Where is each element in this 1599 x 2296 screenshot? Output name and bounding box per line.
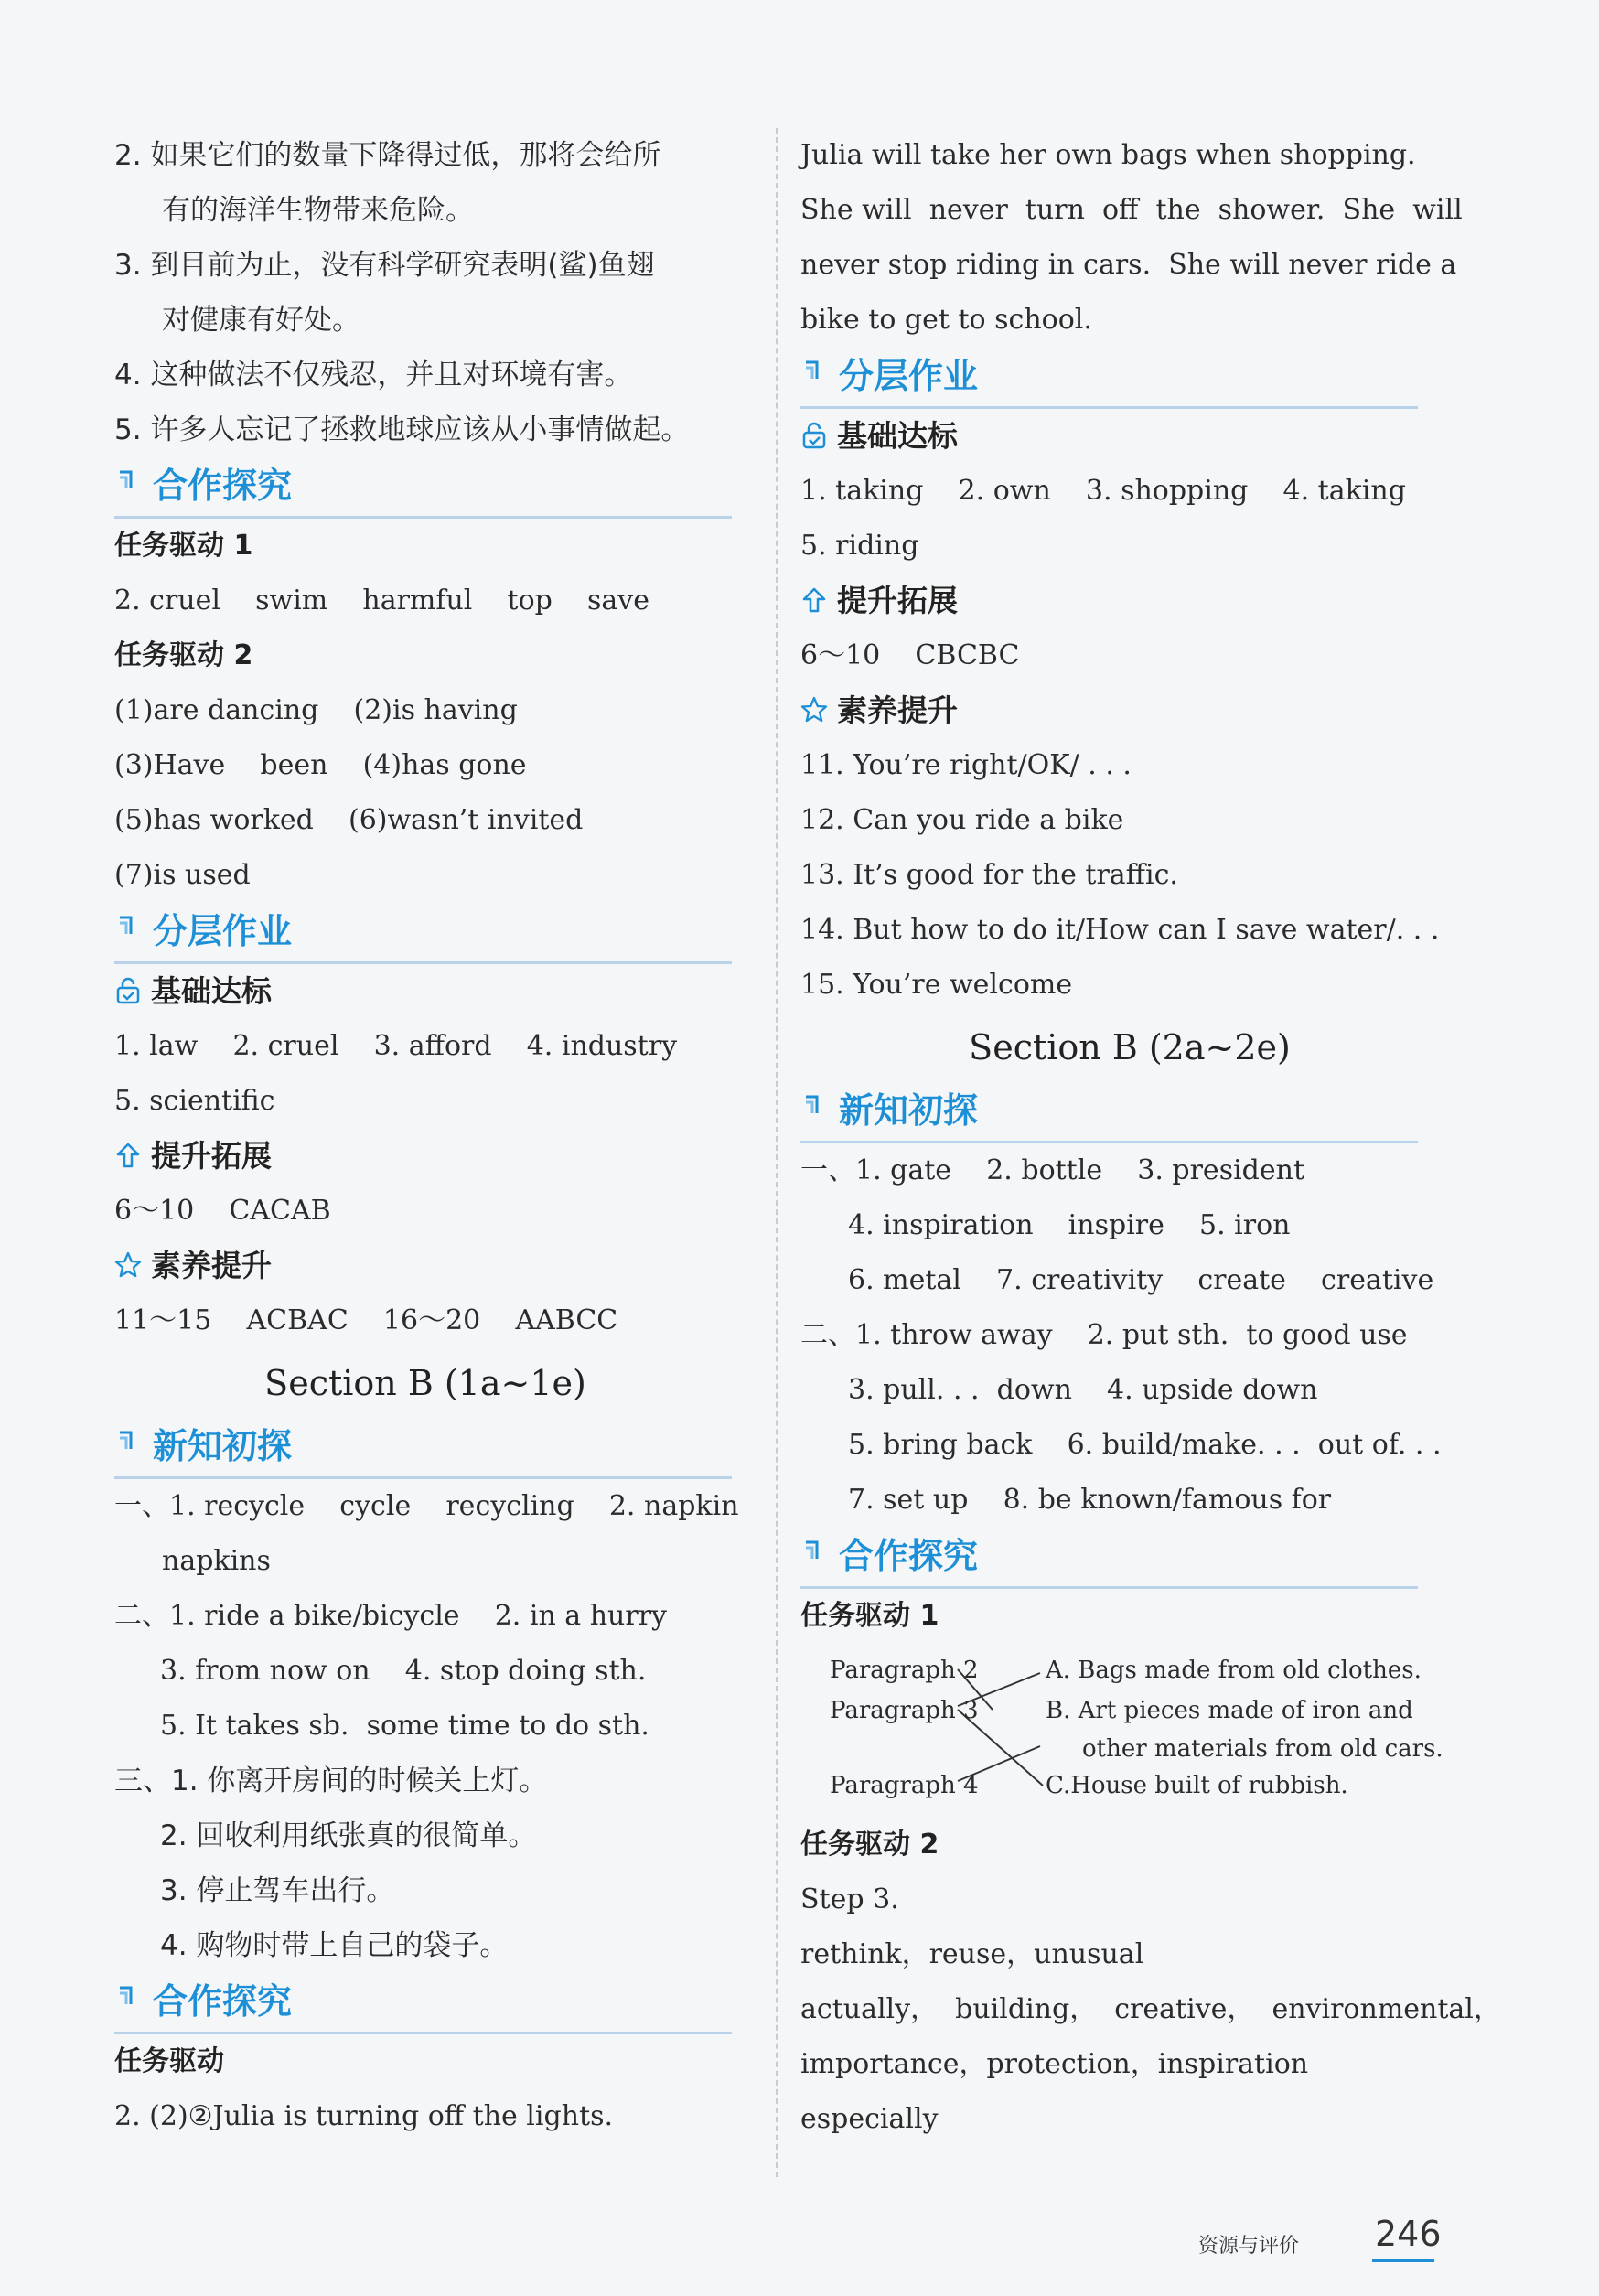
subheading-basic [800,409,1459,464]
corner-marker-icon [118,470,134,490]
star-icon [800,696,828,724]
answer-line: Step 3. [800,1883,899,1915]
answer-line: 11～15 ACBAC 16～20 AABCC [114,1304,618,1336]
up-arrow-icon [114,1142,142,1169]
right-column [800,128,1501,2147]
answer-line: 14. But how to do it/How can I save water/. . . [800,914,1440,946]
corner-marker-icon [118,916,134,936]
answer-line: 12. Can you ride a bike [800,804,1124,836]
section-heading-new [800,1082,1418,1143]
section-title: 新知初探 [839,1090,979,1131]
lock-check-icon [114,977,142,1004]
page-number: 246 [1375,2214,1442,2254]
task-heading: 任务驱动 1 [800,1600,939,1632]
subheading-improve [800,574,1459,628]
section-title: 新知初探 [153,1426,293,1466]
answer-line: 4. 购物时带上自己的袋子。 [160,1929,509,1962]
answer-line: importance，protection，inspiration [800,2048,1309,2080]
subheading-quality [800,683,1459,738]
answer-line: 二、1. ride a bike/bicycle 2. in a hurry [114,1600,667,1632]
answer-line: bike to get to school. [800,304,1092,336]
ch-sentence-2a: 2. 如果它们的数量下降得过低，那将会给所 [114,139,661,172]
answer-line: 15. You’re welcome [800,969,1073,1001]
subheading-label: 提升拓展 [151,1138,272,1174]
answer-line: 3. pull. . . down 4. upside down [848,1374,1318,1406]
answer-line: She will never turn off the shower. She will [800,194,1463,226]
task-heading: 任务驱动 2 [114,639,253,671]
section-b-title: Section B (1a~1e) [264,1363,586,1403]
answer-line: 三、1. 你离开房间的时候关上灯。 [114,1765,548,1797]
section-heading-coop [114,457,732,519]
answer-line: (3)Have been (4)has gone [114,749,527,781]
subheading-label: 提升拓展 [837,583,958,618]
answer-line: 2. (2)②Julia is turning off the lights. [114,2100,614,2132]
subheading-label: 基础达标 [837,418,958,454]
ch-sentence-2b: 有的海洋生物带来危险。 [162,194,474,227]
answer-line: 一、1. recycle cycle recycling 2. napkin [114,1490,739,1522]
section-title: 合作探究 [153,466,293,506]
subheading-label: 基础达标 [151,973,272,1009]
task-heading: 任务驱动 2 [800,1829,939,1861]
section-title: 合作探究 [839,1536,979,1576]
paragraph-4-label: Paragraph 4 [830,1772,979,1799]
paragraph-2-label: Paragraph 2 [830,1657,979,1684]
answer-line: 6～10 CBCBC [800,639,1020,671]
ch-sentence-5: 5. 许多人忘记了拯救地球应该从小事情做起。 [114,413,690,446]
answer-line: (5)has worked (6)wasn’t invited [114,804,584,836]
subheading-label: 素养提升 [151,1248,272,1283]
answer-line: especially [800,2103,939,2135]
answer-line: 一、1. gate 2. bottle 3. president [800,1154,1305,1186]
answer-line: 5. It takes sb. some time to do sth. [160,1710,649,1742]
footer-label: 资源与评价 [1198,2235,1300,2258]
section-heading-coop [800,1528,1418,1589]
answer-line: 11. You’re right/OK/ . . . [800,749,1132,781]
subheading-quality [114,1239,736,1293]
answer-line: 1. taking 2. own 3. shopping 4. taking [800,475,1406,507]
answer-line: 二、1. throw away 2. put sth. to good use [800,1319,1408,1351]
section-title: 合作探究 [153,1981,293,2022]
answer-line: napkins [162,1545,271,1577]
answer-line: 4. inspiration inspire 5. iron [848,1209,1291,1241]
ch-sentence-3a: 3. 到目前为止，没有科学研究表明(鲨)鱼翅 [114,249,655,282]
section-title: 分层作业 [153,911,293,951]
subheading-label: 素养提升 [837,692,958,728]
ch-sentence-3b: 对健康有好处。 [162,304,360,337]
option-b-label: B. Art pieces made of iron and [1046,1697,1413,1724]
subheading-basic [114,964,736,1019]
page-number-underline [1372,2259,1434,2262]
task-heading: 任务驱动 1 [114,530,253,562]
answer-line: actually， building， creative， environmental， [800,1993,1501,2025]
matching-diagram [800,1644,1459,1818]
answer-line: 3. from now on 4. stop doing sth. [160,1655,647,1687]
answer-line: 5. bring back 6. build/make. . . out of. . . [848,1429,1442,1461]
option-c-label: C.House built of rubbish. [1046,1772,1348,1799]
answer-line: Julia will take her own bags when shopping. [800,139,1416,171]
subheading-improve [114,1129,736,1184]
answer-line: (1)are dancing (2)is having [114,694,518,726]
answer-line: (7)is used [114,859,251,891]
answer-line: 3. 停止驾车出行。 [160,1874,395,1907]
corner-marker-icon [804,360,821,381]
answer-line: 5. riding [800,530,919,562]
section-heading-layer [800,348,1418,409]
answer-line: 6. metal 7. creativity create creative [848,1264,1434,1296]
answer-line: 6～10 CACAB [114,1195,331,1227]
option-b-label-cont: other materials from old cars. [1082,1735,1443,1763]
section-b-title: Section B (2a~2e) [969,1027,1291,1068]
left-column [114,128,739,2144]
corner-marker-icon [804,1095,821,1115]
answer-line: 7. set up 8. be known/famous for [848,1484,1332,1516]
section-title: 分层作业 [839,356,979,396]
corner-marker-icon [118,1431,134,1451]
ch-sentence-4: 4. 这种做法不仅残忍，并且对环境有害。 [114,359,633,392]
section-heading-coop [114,1973,732,2034]
answer-line: never stop riding in cars. She will never ride a [800,249,1457,281]
section-heading-layer [114,903,732,964]
up-arrow-icon [800,586,828,614]
corner-marker-icon [118,1986,134,2006]
star-icon [114,1251,142,1279]
column-divider [776,128,778,2177]
answer-line: 1. law 2. cruel 3. afford 4. industry [114,1030,678,1062]
answer-line: 5. scientific [114,1085,275,1117]
answer-line: 2. cruel swim harmful top save [114,585,649,617]
corner-marker-icon [804,1540,821,1561]
paragraph-3-label: Paragraph 3 [830,1697,979,1724]
answer-line: rethink，reuse，unusual [800,1938,1144,1970]
option-a-label: A. Bags made from old clothes. [1046,1657,1422,1684]
task-heading: 任务驱动 [114,2045,224,2077]
section-heading-new [114,1418,732,1479]
lock-check-icon [800,422,828,449]
answer-line: 13. It’s good for the traffic. [800,859,1178,891]
answer-line: 2. 回收利用纸张真的很简单。 [160,1819,537,1852]
